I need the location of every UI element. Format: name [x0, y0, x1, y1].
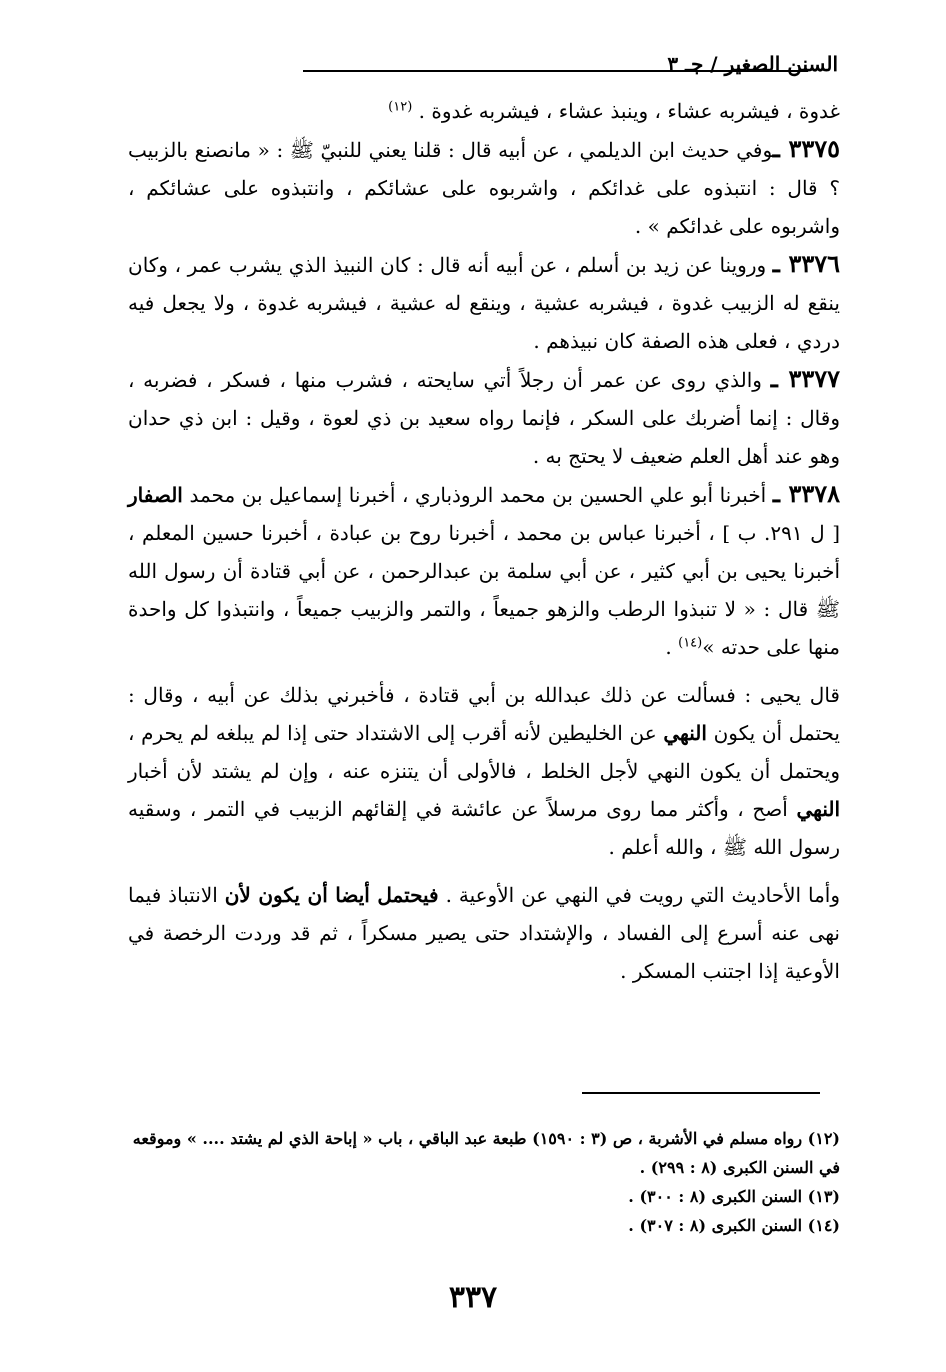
hadith-number: ٣٣٧٨ ـ	[772, 479, 841, 508]
paragraph-text: عن الخليطين لأنه أقرب إلى الاشتداد حتى إذا لم يبلغه لم يحرم ، ويحتمل أن يكون النهي لأجل الخلط ، فالأولى أن يتنزه عنه ، وإن لم يشتد لأن أخبار	[128, 721, 840, 783]
hadith-number: ٣٣٧٥ ـ	[772, 134, 840, 163]
hadith-text: [ ل ٢٩١. ب ] ، أخبرنا عباس بن محمد ، أخبرنا روح بن عبادة ، أخبرنا حسين المعلم ، أخبرنا يحيى بن أبي كثير ، عن أبي سلمة بن عبدالرحمن ، عن أبي قتادة أن رسول الله ﷺ قال : « لا تنبذوا الرطب والزهو جميعاً ، والتمر والزبيب جميعاً ، وانتبذوا كل واحدة منها على حدته »	[128, 521, 841, 659]
hadith-3375	[128, 130, 840, 245]
footnote-ref: (١٤)	[678, 635, 703, 651]
running-header	[118, 50, 838, 80]
footnote-rule	[582, 1092, 820, 1094]
footnote-14: (١٤) السنن الكبرى (٨ : ٣٠٧) .	[628, 1216, 840, 1235]
hadith-3378	[128, 475, 840, 666]
paragraph-text: قال يحيى : فسألت عن ذلك عبدالله بن أبي قتادة ، فأخبرني بذلك عن أبيه ، وقال : يحتمل أن يكون	[128, 683, 840, 745]
hadith-text: أخبرنا أبو علي الحسين بن محمد الروذباري ، أخبرنا إسماعيل بن محمد	[189, 483, 767, 507]
hadith-text: وروينا عن زيد بن أسلم ، عن أبيه أنه قال : كان النبيذ الذي يشرب عمر ، وكان ينقع له الزبيب غدوة ، فيشربه عشية ، وينقع له عشية ، فيشربه غدوة ، ولا يجعل فيه دردي ، فعلى هذه الصفة كان نبيذهم .	[128, 253, 840, 353]
paragraph-text: غدوة ، فيشربه عشاء ، وينبذ عشاء ، فيشربه غدوة .	[418, 99, 840, 123]
footnote-ref: (١٢)	[388, 99, 413, 115]
header-title: السنن الصغير / جـ ٣	[667, 52, 838, 76]
footnote-12: (١٢) رواه مسلم في الأشربة ، ص (٣ : ١٥٩٠) طبعة عبد الباقي ، باب « إباحة الذي لم يشتد .... » وموقعه في السنن الكبرى (٨ : ٢٩٩) .	[132, 1129, 840, 1177]
hadith-text: والذي روى عن عمر أن رجلاً أتي سايحته ، فشرب منها ، فسكر ، فضربه ، وقال : إنما أضربك على السكر ، فإنما رواه سعيد بن ذي لعوة ، وقيل : ابن ذي حدان وهو عند أهل العلم ضعيف لا يحتج به .	[128, 368, 840, 468]
paragraph-yahya	[128, 676, 840, 866]
paragraph-text-bold: فيحتمل أيضا أن يكون لأن	[224, 883, 439, 907]
hadith-text-bold: الصفار	[128, 483, 183, 507]
hadith-3376	[128, 245, 840, 360]
hadith-text: وفي حديث ابن الديلمي ، عن أبيه قال : قلنا يعني للنبيّ ﷺ : « مانصنع بالزبيب ؟ قال : انتبذوه على غدائكم ، واشربوه على عشائكم ، وانتبذوه على عشائكم ، واشربوه على غدائكم » .	[128, 138, 840, 238]
hadith-3377	[128, 360, 840, 475]
hadith-number: ٣٣٧٧ ـ	[770, 364, 841, 393]
paragraph-text: الانتباذ فيما نهى عنه أسرع إلى الفساد ، والإشتداد حتى يصير مسكراً ، ثم قد وردت الرخصة في الأوعية إذا اجتنب المسكر .	[128, 883, 841, 983]
paragraph-text: أصح ، وأكثر مما روى مرسلاً عن عائشة في إلقائهم الزبيب في التمر ، وسقيه رسول الله ﷺ ، والله أعلم .	[128, 797, 840, 859]
paragraph-containers	[128, 876, 840, 990]
page-number: ٣٣٧	[448, 1280, 498, 1315]
header-rule	[303, 70, 808, 72]
paragraph-continuation	[128, 92, 840, 130]
main-text	[128, 92, 840, 990]
footnotes	[128, 1124, 840, 1240]
paragraph-text: وأما الأحاديث التي رويت في النهي عن الأوعية .	[445, 883, 841, 907]
footnote-13: (١٣) السنن الكبرى (٨ : ٣٠٠) .	[628, 1187, 840, 1206]
hadith-text-end: .	[665, 635, 679, 659]
paragraph-text-bold: النهي	[663, 721, 707, 745]
hadith-number: ٣٣٧٦ ـ	[772, 249, 841, 278]
paragraph-text-bold: النهي	[796, 797, 841, 821]
